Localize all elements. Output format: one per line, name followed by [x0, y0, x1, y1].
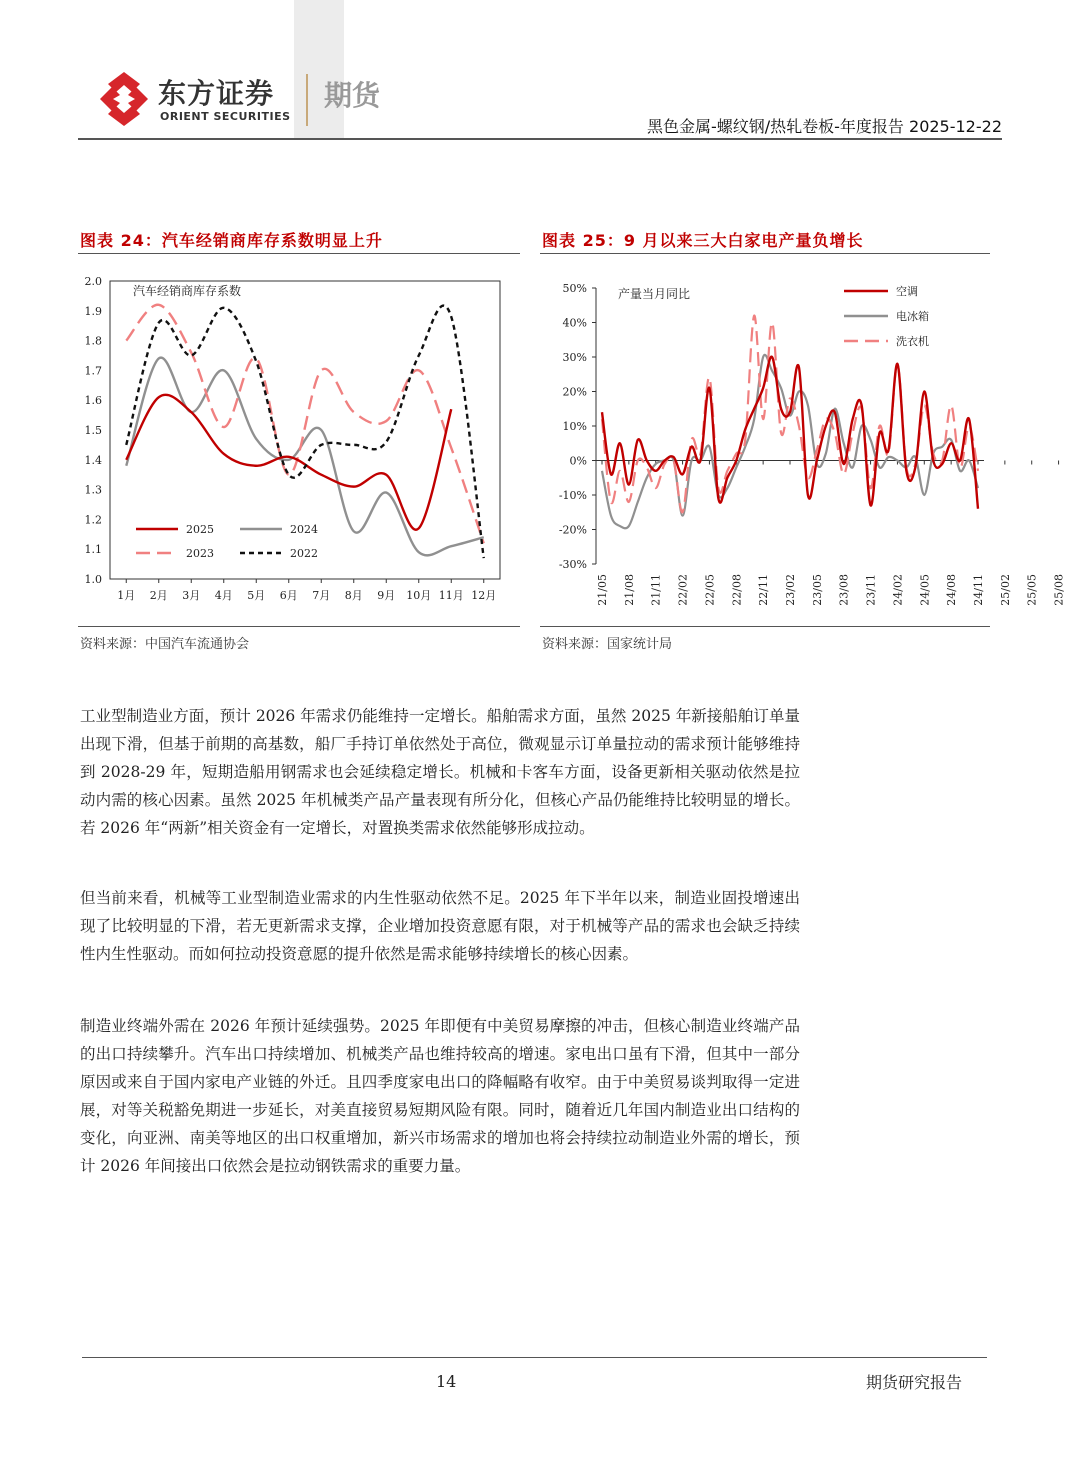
chart-appliance-production: [540, 256, 1066, 624]
chart1-y-tick-label: 1.8: [84, 334, 102, 348]
chart1-x-tick-label: 2月: [149, 589, 168, 602]
chart2-x-tick-label: 23/02: [784, 574, 797, 606]
figure-25-source: 资料来源：国家统计局: [542, 637, 673, 652]
figure-25-rule: [540, 253, 990, 254]
figure-24-title: 图表 24：汽车经销商库存系数明显上升: [80, 231, 383, 250]
logo-divider: [306, 74, 308, 126]
chart2-y-tick-label: 30%: [562, 351, 587, 364]
figure-24-source: 资料来源：中国汽车流通协会: [80, 637, 250, 652]
figure-24-source-rule: [78, 626, 520, 627]
chart2-y-tick-label: -30%: [558, 558, 587, 571]
chart2-x-tick-label: 24/11: [972, 574, 985, 606]
chart2-y-tick-label: -10%: [558, 489, 587, 502]
chart2-x-tick-label: 23/08: [837, 574, 851, 606]
chart2-x-tick-label: 22/02: [676, 574, 690, 606]
chart2-x-tick-label: 23/05: [810, 574, 824, 606]
footer-label: 期货研究报告: [865, 1373, 962, 1392]
chart2-x-tick-label: 22/05: [703, 574, 717, 606]
figure-25-title: 图表 25：9 月以来三大白家电产量负增长: [542, 231, 864, 250]
chart2-legend-label: 洗衣机: [896, 335, 929, 348]
chart2-x-tick-label: 25/08: [1052, 574, 1066, 606]
chart2-x-tick-label: 25/05: [1025, 574, 1039, 606]
chart1-x-tick-label: 9月: [377, 589, 396, 602]
chart1-x-tick-label: 12月: [471, 589, 497, 602]
chart2-x-tick-label: 21/08: [622, 574, 636, 606]
chart1-y-tick-label: 1.3: [84, 483, 102, 497]
chart1-legend-label: 2024: [290, 523, 318, 536]
logo-futures-label: 期货: [324, 79, 381, 112]
chart1-y-tick-label: 2.0: [84, 275, 102, 288]
chart1-y-tick-label: 1.1: [84, 543, 102, 557]
chart2-x-tick-label: 25/02: [998, 574, 1012, 606]
chart2-x-tick-label: 22/11: [757, 574, 771, 606]
chart2-x-tick-label: 24/02: [891, 574, 905, 606]
chart1-x-tick-label: 1月: [117, 589, 136, 602]
chart2-x-tick-label: 21/05: [596, 574, 609, 606]
chart1-x-tick-label: 5月: [247, 589, 266, 602]
chart1-y-tick-label: 1.2: [84, 513, 102, 527]
chart1-y-tick-label: 1.5: [84, 424, 102, 437]
chart2-y-tick-label: 10%: [562, 420, 587, 433]
chart1-x-tick-label: 7月: [312, 589, 331, 602]
chart2-inner-title: 产量当月同比: [618, 287, 691, 301]
chart1-y-tick-label: 1.6: [84, 394, 102, 408]
chart1-y-tick-label: 1.7: [84, 364, 102, 378]
chart2-legend-label: 空调: [896, 285, 918, 298]
chart1-x-tick-label: 4月: [214, 589, 233, 602]
chart2-y-tick-label: 0%: [569, 454, 587, 468]
chart2-y-tick-label: -20%: [558, 523, 587, 537]
chart1-x-tick-label: 3月: [182, 589, 201, 602]
report-title: 黑色金属-螺纹钢/热轧卷板-年度报告 2025-12-22: [646, 117, 1002, 136]
chart1-series-2023: [126, 305, 484, 543]
chart2-y-tick-label: 40%: [562, 316, 587, 330]
chart2-x-tick-label: 21/11: [649, 574, 663, 606]
chart1-legend-label: 2025: [186, 523, 214, 536]
chart1-x-tick-label: 6月: [279, 589, 298, 602]
chart1-series-2025: [126, 395, 451, 530]
page-number: 14: [436, 1372, 457, 1391]
chart1-legend-label: 2022: [290, 547, 318, 560]
paragraph-1: 工业型制造业方面，预计 2026 年需求仍能维持一定增长。船舶需求方面，虽然 2025 年新接船舶订单量出现下滑，但基于前期的高基数，船厂手持订单依然处于高位，微观显示订单量拉动的需求预计能够维持到 2028-29 年，短期造船用钢需求也会延续稳定增长。机械和卡客车方面，设备更新相关驱动依然是拉动内需的核心因素。虽然 2025 年机械类产品产量表现有所分化，但核心产品仍能维持比较明显的增长。若 2026 年“两新”相关资金有一定增长，对置换类需求依然能够形成拉动。: [80, 707, 800, 837]
chart2-x-tick-label: 24/08: [945, 574, 959, 606]
chart1-x-tick-label: 8月: [344, 589, 363, 602]
logo-english-name: ORIENT SECURITIES: [160, 110, 291, 123]
header-rule: [78, 138, 1002, 140]
footer-rule: [82, 1357, 987, 1358]
chart1-series-2022: [126, 306, 484, 559]
chart1-x-tick-label: 10月: [406, 589, 432, 602]
paragraph-3: 制造业终端外需在 2026 年预计延续强势。2025 年即便有中美贸易摩擦的冲击，但核心制造业终端产品的出口持续攀升。汽车出口持续增加、机械类产品也维持较高的增速。家电出口虽有下滑，但其中一部分原因或来自于国内家电产业链的外迁。且四季度家电出口的降幅略有收窄。由于中美贸易谈判取得一定进展，对等关税豁免期进一步延长，对美直接贸易短期风险有限。同时，随着近几年国内制造业出口结构的变化，向亚洲、南美等地区的出口权重增加，新兴市场需求的增加也将会持续拉动制造业外需的增长，预计 2026 年间接出口依然会是拉动钢铁需求的重要力量。: [80, 1017, 800, 1175]
chart1-inner-title: 汽车经销商库存系数: [133, 284, 242, 298]
chart2-x-tick-label: 24/05: [918, 574, 932, 606]
chart1-x-tick-label: 11月: [438, 589, 464, 602]
logo-mark-icon: [98, 70, 150, 128]
figure-24-rule: [78, 253, 520, 254]
chart1-legend-label: 2023: [186, 547, 214, 560]
paragraph-2: 但当前来看，机械等工业型制造业需求的内生性驱动依然不足。2025 年下半年以来，制造业固投增速出现了比较明显的下滑，若无更新需求支撑，企业增加投资意愿有限，对于机械等产品的需求也会缺乏持续性内生性驱动。而如何拉动投资意愿的提升依然是需求能够持续增长的核心因素。: [80, 889, 800, 963]
chart2-series-电冰箱: [602, 355, 978, 528]
chart1-y-tick-label: 1.9: [84, 304, 102, 318]
chart1-y-tick-label: 1.0: [84, 573, 102, 586]
company-logo: [98, 66, 298, 130]
logo-chinese-name: 东方证券: [158, 77, 275, 110]
chart2-legend-label: 电冰箱: [896, 310, 929, 323]
chart1-y-tick-label: 1.4: [84, 453, 102, 467]
chart2-y-tick-label: 50%: [562, 282, 587, 295]
header-band: [294, 0, 344, 138]
chart2-y-tick-label: 20%: [562, 385, 587, 399]
chart-inventory-coefficient: [78, 256, 520, 624]
chart2-x-tick-label: 23/11: [864, 574, 878, 606]
figure-25-source-rule: [540, 626, 990, 627]
chart2-x-tick-label: 22/08: [730, 574, 744, 606]
